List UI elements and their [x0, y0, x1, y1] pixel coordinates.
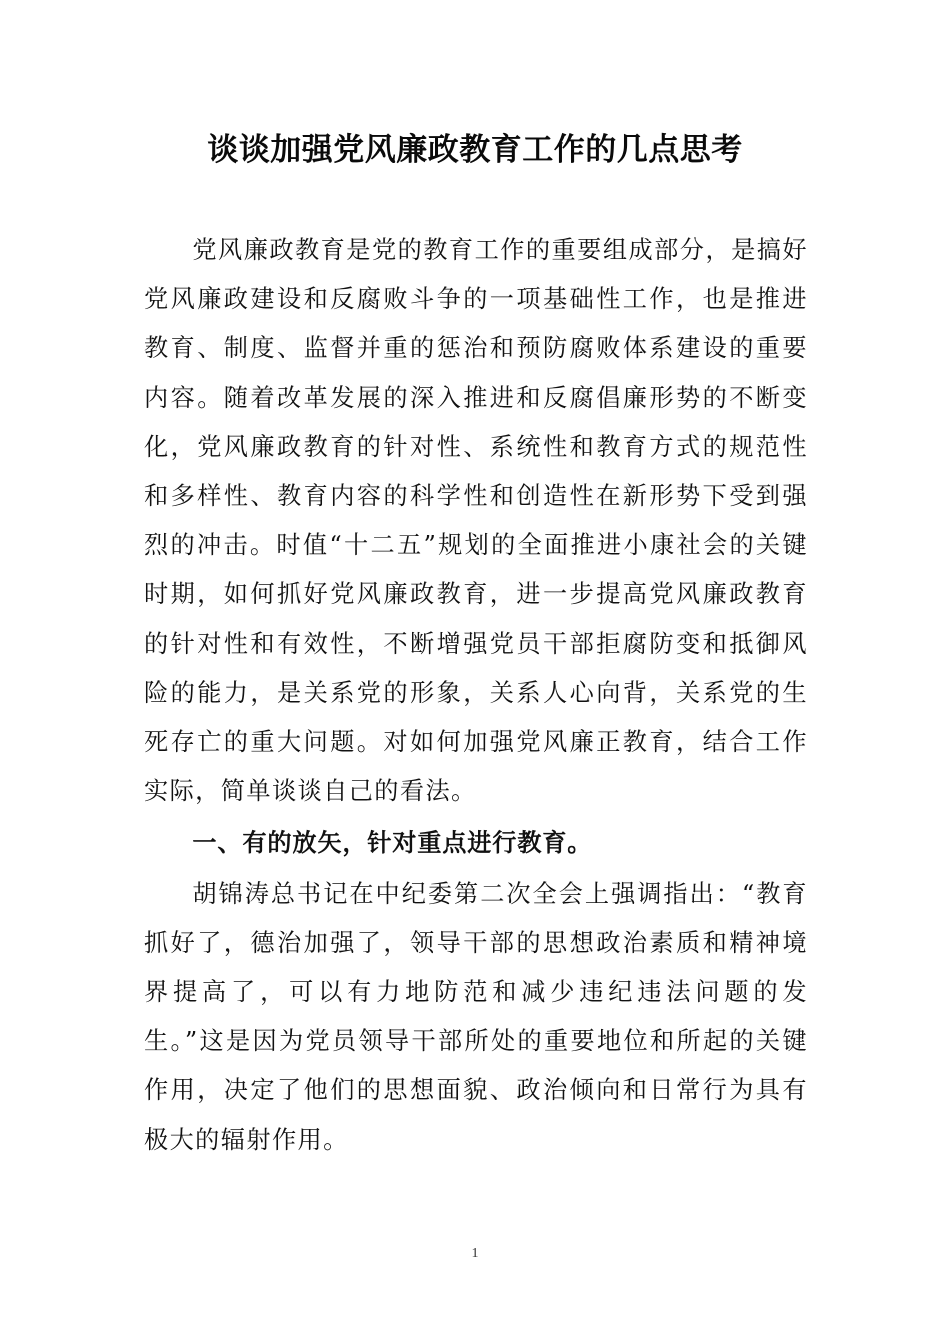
section-heading-1: 一、有的放矢，针对重点进行教育。	[192, 829, 593, 858]
document-title: 谈谈加强党风廉政教育工作的几点思考	[207, 132, 743, 168]
intro-paragraph: 党风廉政教育是党的教育工作的重要组成部分，是搞好党风廉政建设和反腐败斗争的一项基础性工作，也是推进教育、制度、监督并重的惩治和预防腐败体系建设的重要内容。随着改革发展的深入推进和反腐倡廉形势的不断变化，党风廉政教育的针对性、系统性和教育方式的规范性和多样性、教育内容的科学性和创造性在新形势下受到强烈的冲击。时值“十二五”规划的全面推进小康社会的关键时期，如何抓好党风廉政教育，进一步提高党风廉政教育的针对性和有效性，不断增强党员干部拒腐防变和抵御风险的能力，是关系党的形象，关系人心向背，关系党的生死存亡的重大问题。对如何加强党风廉正教育，结合工作实际，简单谈谈自己的看法。	[144, 236, 808, 806]
page-number: 1	[471, 1246, 479, 1261]
document-body	[144, 226, 808, 1165]
section-1-paragraph: 胡锦涛总书记在中纪委第二次全会上强调指出：“教育抓好了，德治加强了，领导干部的思想政治素质和精神境界提高了，可以有力地防范和减少违纪违法问题的发生。”这是因为党员领导干部所处的重要地位和所起的关键作用，决定了他们的思想面貌、政治倾向和日常行为具有极大的辐射作用。	[144, 879, 808, 1154]
